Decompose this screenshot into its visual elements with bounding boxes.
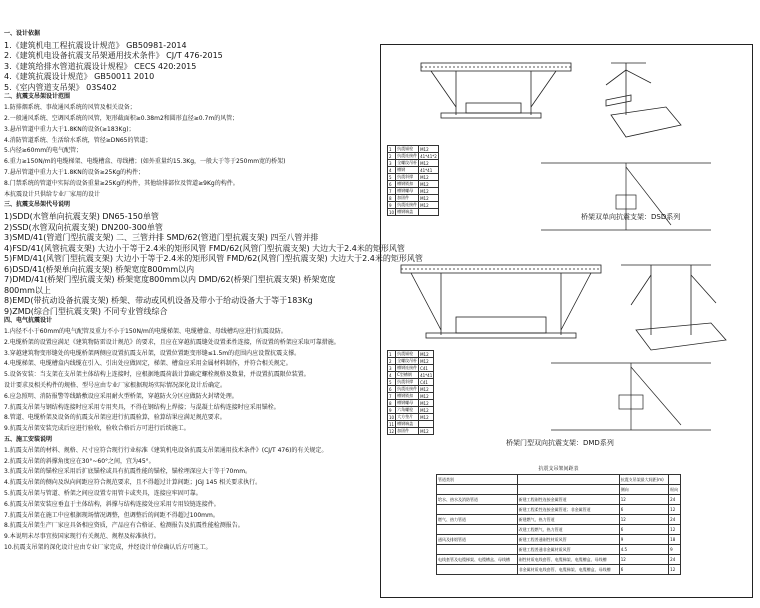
table-cell xyxy=(437,485,518,495)
part-cell: M12 xyxy=(419,414,434,421)
part-row xyxy=(388,167,439,174)
table-cell: 12 xyxy=(619,555,668,565)
table-cell: 新建工程刚性连接金属管道 xyxy=(517,495,619,505)
table-cell: 9 xyxy=(669,545,681,555)
note-line: 5.抗震支吊架与管道、桥架之间应设置专用管卡或夹具，连接应牢固可靠。 xyxy=(4,489,202,497)
table-cell: 6 xyxy=(619,505,668,515)
part-cell: 抗震斜撑 xyxy=(396,174,419,181)
table-cell: 通风及排烟管道 xyxy=(437,535,518,545)
part-cell: M12 xyxy=(419,181,439,188)
note-line: 1.防排烟系统、事故通风系统的风管及相关设备； xyxy=(4,104,136,112)
part-cell: 大方垫片 xyxy=(396,414,419,421)
part-row xyxy=(388,209,439,216)
part-row xyxy=(388,386,434,393)
table-cell: 6 xyxy=(619,525,668,535)
part-cell: 加固件 xyxy=(396,428,419,435)
part-row xyxy=(388,372,434,379)
part-cell: 全螺纹吊杆 xyxy=(397,358,418,363)
table-row xyxy=(437,555,681,565)
table-cell: 18 xyxy=(669,535,681,545)
note-line: 4.电缆梯架、电缆槽盒内线缆在引入、引出处应做固定，梯架、槽盒应采用金属材料制作，并符合相关规定。 xyxy=(4,360,292,368)
spacing-table-title: 抗震支吊架间距表 xyxy=(538,466,579,472)
part-cell: 6 xyxy=(388,386,396,393)
part-cell: 槽钢端盖 xyxy=(396,421,419,428)
table-row xyxy=(437,525,681,535)
part-cell: M12 xyxy=(419,358,434,365)
note-line: 2.《建筑机电设备抗震支吊架通用技术条件》 CJ/T 476-2015 xyxy=(4,51,223,61)
table-cell: 抗震支吊架最大间距(m) xyxy=(619,475,668,485)
cable-tray xyxy=(466,103,521,113)
note-line: 1.抗震支吊架的材料、规格、尺寸应符合现行行业标准《建筑机电设备抗震支吊架通用技术条件》(CJ/T 476)的有关规定。 xyxy=(4,446,328,454)
table-row xyxy=(437,545,681,555)
table-cell: 12 xyxy=(669,525,681,535)
note-line: 5)FMD/41(风管门型抗震支架) 大边小于等于2.4米的矩形风管 FMD/62(风管门型抗震支架) 大边大于2.4米的矩形风管 xyxy=(4,254,423,264)
tray-iso xyxy=(611,107,681,137)
part-cell: 槽钢端盖 xyxy=(396,209,419,216)
parts-table-mid xyxy=(387,350,434,435)
table-cell: 12 xyxy=(619,495,668,505)
part-row xyxy=(388,421,434,428)
note-line: 五、施工安装说明 xyxy=(4,435,53,443)
brace-right xyxy=(531,71,556,107)
note-line: 7.悬吊管道中重力大于1.8KN的设备≥25Kg的构件； xyxy=(4,168,145,176)
part-cell: 9 xyxy=(388,202,396,209)
table-cell: 12 xyxy=(619,515,668,525)
note-line: 4.《建筑抗震设计规范》 GB50011 2010 xyxy=(4,72,155,82)
part-cell: 5 xyxy=(388,174,396,181)
table-cell xyxy=(437,545,518,555)
note-line: 4.抗震支吊架的侧向及纵向间距应符合规范要求，且不得超过计算间距；JGJ 145 相关要求执行。 xyxy=(4,479,262,487)
table-cell xyxy=(517,475,619,485)
table-cell: 9 xyxy=(619,535,668,545)
part-row xyxy=(388,379,434,386)
part-cell: 4 xyxy=(388,167,396,174)
note-line: 5.设备安装：当支架在支吊架主体结构上连接时，应根据地震荷载计算确定螺栓规格及数量，并设置抗震限位装置。 xyxy=(4,371,310,379)
note-line: 2.一般通风系统、空调风系统的风管，矩形截面积≥0.38m2和圆形直径≥0.7m的风管； xyxy=(4,114,239,122)
table-row xyxy=(437,535,681,545)
table-cell: 6 xyxy=(619,565,668,575)
dsd-caption: 桥架双单向抗震支架：DSD系列 xyxy=(581,213,681,221)
note-line: 一、设计依据 xyxy=(4,30,41,37)
part-cell: 槽钢 xyxy=(396,167,419,174)
part-cell: 8 xyxy=(388,195,396,202)
table-row xyxy=(437,515,681,525)
note-line: 7.抗震支吊架与钢结构连接时应采用专用夹具，不得在钢结构上焊接；与混凝土结构连接时应采用锚栓。 xyxy=(4,403,280,411)
dmd-detail xyxy=(401,265,726,350)
part-cell: 槽钢螺母 xyxy=(396,188,419,195)
note-line: 二、抗震支吊架设计范围 xyxy=(4,93,71,101)
part-row xyxy=(388,358,434,365)
table-row xyxy=(437,505,681,515)
part-cell: 全螺纹吊杆 xyxy=(397,160,418,165)
part-cell: 抗震连接件 xyxy=(397,153,418,158)
part-cell: 抗震锚栓 xyxy=(396,351,419,358)
table-cell: 24 xyxy=(669,495,681,505)
part-cell: C型槽钢 xyxy=(396,372,419,379)
table-cell: 12 xyxy=(669,505,681,515)
part-cell: 3 xyxy=(388,365,396,372)
table-cell: 管道类别 xyxy=(437,475,518,485)
part-cell: 六角螺栓 xyxy=(396,407,419,414)
part-row xyxy=(388,428,434,435)
table-row xyxy=(437,565,681,575)
part-cell: M12 xyxy=(419,386,434,393)
table-cell: 侧向 xyxy=(619,485,668,495)
part-row xyxy=(388,407,434,414)
part-row xyxy=(388,414,434,421)
table-cell: 新建燃气、热力管道 xyxy=(517,515,619,525)
note-line: 2.电缆桥架的设置应满足《建筑物防雷设计规范》的要求，且应在穿越抗震缝处设置柔性连接，所设置的桥架应采取可靠措施。 xyxy=(4,338,340,346)
parts-table-top xyxy=(387,145,439,216)
table-cell xyxy=(437,505,518,515)
part-cell: M12 xyxy=(419,393,434,400)
note-line: 7)DMD/41(桥架门型抗震支架) 桥架宽度800mm以内 DMD/62(桥架门型抗震支架) 桥架宽度 xyxy=(4,275,336,285)
part-cell: 3 xyxy=(388,160,396,167)
table-row xyxy=(437,495,681,505)
note-line: 6.应急照明、消防报警等线路敷设应采用耐火型桥架，穿越防火分区应做防火封堵处理。 xyxy=(4,392,238,400)
note-line: 3.抗震支吊架的锚栓应采用后扩底锚栓或具有抗震性能的锚栓，锚栓埋深应大于等于70mm。 xyxy=(4,468,252,476)
brace-left xyxy=(431,71,456,107)
part-cell: M12 xyxy=(419,351,434,358)
table-cell: 刚性材质电线套管、电缆梯架、电缆槽盒、母线槽 xyxy=(517,555,619,565)
dsd-detail xyxy=(421,63,681,137)
part-cell xyxy=(419,209,439,216)
table-cell xyxy=(437,565,518,575)
part-cell: 10 xyxy=(389,209,395,215)
part-cell: 6 xyxy=(388,181,396,188)
part-cell: 7 xyxy=(388,393,396,400)
part-cell: M12 xyxy=(419,146,439,153)
part-cell: M12 xyxy=(419,428,434,435)
part-cell: 9 xyxy=(388,407,396,414)
part-row xyxy=(388,188,439,195)
note-line: 4.消防管道系统、生活给水系统，管径≥DN65的管道； xyxy=(4,136,152,144)
table-cell: 24 xyxy=(669,555,681,565)
note-line: 3.悬吊管道中重力大于1.8KN的设备(≥183Kg)； xyxy=(4,125,135,133)
ceiling-slab xyxy=(421,63,571,71)
note-line: 9.本说明未尽事宜按国家现行有关规范、规程及标准执行。 xyxy=(4,533,160,541)
part-cell: C41 xyxy=(419,365,434,372)
part-row xyxy=(388,174,439,181)
part-row xyxy=(388,351,434,358)
note-line: 8.抗震支吊架生产厂家应具备相应资质，产品应有合格证、检测报告及抗震性能检测报告。 xyxy=(4,522,244,530)
part-cell: 41*41*2 xyxy=(420,153,437,159)
part-row xyxy=(388,146,439,153)
part-cell: M12 xyxy=(419,188,439,195)
part-cell: 41*41 xyxy=(420,372,433,378)
part-cell: 4 xyxy=(388,372,396,379)
note-line: 1.内径不小于60mm的电气配管及重力不小于150N/m的电缆梯架、电缆槽盒、母线槽均应进行抗震设防。 xyxy=(4,327,287,335)
part-cell: 5 xyxy=(388,379,396,386)
part-cell: 2 xyxy=(388,358,396,365)
part-row xyxy=(388,202,439,209)
note-line: 6.抗震支吊架安装应垂直于主体结构，斜撑与结构连接处应采用专用铰链连接件。 xyxy=(4,500,220,508)
note-line: 1.《建筑机电工程抗震设计规范》 GB50981-2014 xyxy=(4,40,187,50)
part-cell: 2 xyxy=(388,153,396,160)
part-cell: 8 xyxy=(388,400,396,407)
table-row xyxy=(437,485,681,495)
part-row xyxy=(388,393,434,400)
note-line: 8)EMD(带抗动设备抗震支架) 桥架、带动或风机设备及带小于给动设备大于等于183Kg xyxy=(4,296,313,306)
note-line: 7.抗震支吊架在施工中应根据现场情况调整，但调整后的间距不得超过100mm。 xyxy=(4,511,219,519)
note-line: 6.重力≥150N/m的电缆梯架、电缆槽盒、母线槽；(如外重量约15.3Kg，一般大于等于250mm宽的桥架) xyxy=(4,158,286,166)
table-cell: 燃气、热力管道 xyxy=(437,515,518,525)
table-cell: 改建工程燃气、热力管道 xyxy=(517,525,619,535)
spacing-table-wrap xyxy=(436,465,681,575)
note-line: 6)DSD/41(桥架单向抗震支架) 桥架宽度800mm以内 xyxy=(4,264,195,274)
part-cell: 抗震连接件 xyxy=(397,202,418,207)
part-row xyxy=(388,160,439,167)
note-line: 3)SMD/41(管道门型抗震支架) 二、三管并排 SMD/62(管道门型抗震支架) 四至八管并排 xyxy=(4,233,319,243)
dmd-caption: 桥架门型双向抗震支架：DMD系列 xyxy=(506,439,614,447)
note-line: 8.管道、电缆桥架及设备的抗震支吊架应进行抗震验算，验算结果应满足规范要求。 xyxy=(4,414,226,422)
table-cell: 纵向 xyxy=(669,485,681,495)
table-cell: 非金属材质电线套管、电缆梯架、电缆槽盒、母线槽 xyxy=(517,565,619,575)
note-line: 5.内径≥60mm的电气配管； xyxy=(4,147,83,155)
part-cell: 41*41 xyxy=(419,167,439,174)
part-cell: M12 xyxy=(419,195,439,202)
part-cell: 10 xyxy=(389,414,395,420)
part-cell: 抗震连接件 xyxy=(397,386,418,391)
note-line: 9)ZMD(综合门型抗震支架) 不同专业管线综合 xyxy=(4,306,168,316)
part-cell: 抗震斜撑 xyxy=(396,379,419,386)
note-line: 4)FSD/41(风管抗震支架) 大边小于等于2.4米的矩形风管 FMD/62(风管门型抗震支架) 大边大于2.4米的矩形风管 xyxy=(4,243,405,253)
part-cell: 12 xyxy=(389,428,395,434)
part-cell: 槽钢锁扣 xyxy=(396,181,419,188)
table-cell: 新建工程普通刚性材质风管 xyxy=(517,535,619,545)
table-cell: 电线套管及电缆梯架、电缆槽盒、母线槽 xyxy=(437,555,518,565)
part-cell: 抗震锚栓 xyxy=(396,146,419,153)
note-line: 800mm以上 xyxy=(4,285,51,295)
part-cell: 1 xyxy=(388,351,396,358)
note-line: 5.《室内管道支吊架》 03S402 xyxy=(4,82,117,92)
table-cell xyxy=(517,485,619,495)
table-cell xyxy=(669,475,681,485)
part-row xyxy=(388,195,439,202)
part-cell: 11 xyxy=(389,421,395,427)
part-cell: 槽钢螺母 xyxy=(396,400,419,407)
part-row xyxy=(388,153,439,160)
table-cell: 12 xyxy=(669,565,681,575)
part-row xyxy=(388,365,434,372)
part-cell: M12 xyxy=(419,160,439,167)
part-cell xyxy=(419,421,434,428)
note-line: 3.《建筑给排水管道抗震设计规程》 CECS 420:2015 xyxy=(4,61,197,71)
note-line: 10.抗震支吊架的深化设计应由专业厂家完成，并经设计单位确认后方可施工。 xyxy=(4,543,212,551)
note-line: 三、抗震支吊架代号说明 xyxy=(4,201,71,209)
table-cell: 4.5 xyxy=(619,545,668,555)
note-line: 设计要求及相关构件的规格、型号应由专业厂家根据现场实际情况深化设计后确定。 xyxy=(4,381,227,389)
part-cell: M12 xyxy=(419,174,439,181)
part-cell: C41 xyxy=(419,379,434,386)
spacing-table xyxy=(436,474,681,575)
table-cell: 新建工程普通非金属材质风管 xyxy=(517,545,619,555)
note-line: 8.门禁系统的管道中实际的设备重量≥25Kg的构件，其他给排部位及管道≥9Kg的构件。 xyxy=(4,179,239,187)
part-cell: M12 xyxy=(419,202,439,209)
note-line: 本抗震设计只供给专业厂家用的设计 xyxy=(4,190,101,198)
part-row xyxy=(388,181,439,188)
table-cell: 给水、热水及消防管道 xyxy=(437,495,518,505)
drawing-frame xyxy=(380,44,753,598)
part-cell: M12 xyxy=(419,407,434,414)
note-line: 2)SSD(水管双向抗震支架) DN200-300单管 xyxy=(4,222,163,232)
part-cell: 1 xyxy=(388,146,396,153)
part-cell: 7 xyxy=(388,188,396,195)
table-row xyxy=(437,475,681,485)
dmd-side-view xyxy=(551,363,711,430)
table-cell xyxy=(437,525,518,535)
table-cell: 新建工程柔性连接金属管道；非金属管道 xyxy=(517,505,619,515)
note-line: 3.穿越建筑物变形缝处的电缆桥架两侧应设置抗震支吊架，设置位置距变形缝≤1.5m的范围内应设置抗震支撑。 xyxy=(4,349,301,357)
note-line: 2.抗震支吊架的斜撑角度应在30°~60°之间，宜为45°。 xyxy=(4,457,155,465)
part-cell: 槽钢锁扣 xyxy=(396,393,419,400)
part-cell: 槽钢连接件 xyxy=(397,365,418,370)
table-cell: 24 xyxy=(669,515,681,525)
note-line: 四、电气抗震设计 xyxy=(4,317,53,325)
part-cell: 加固件 xyxy=(396,195,419,202)
note-line: 9.抗震支吊架安装完成后应进行验收，验收合格后方可进行后续施工。 xyxy=(4,425,190,433)
part-row xyxy=(388,400,434,407)
part-cell: M12 xyxy=(419,400,434,407)
note-line: 1)SDD(水管单向抗震支架) DN65-150单管 xyxy=(4,212,159,222)
